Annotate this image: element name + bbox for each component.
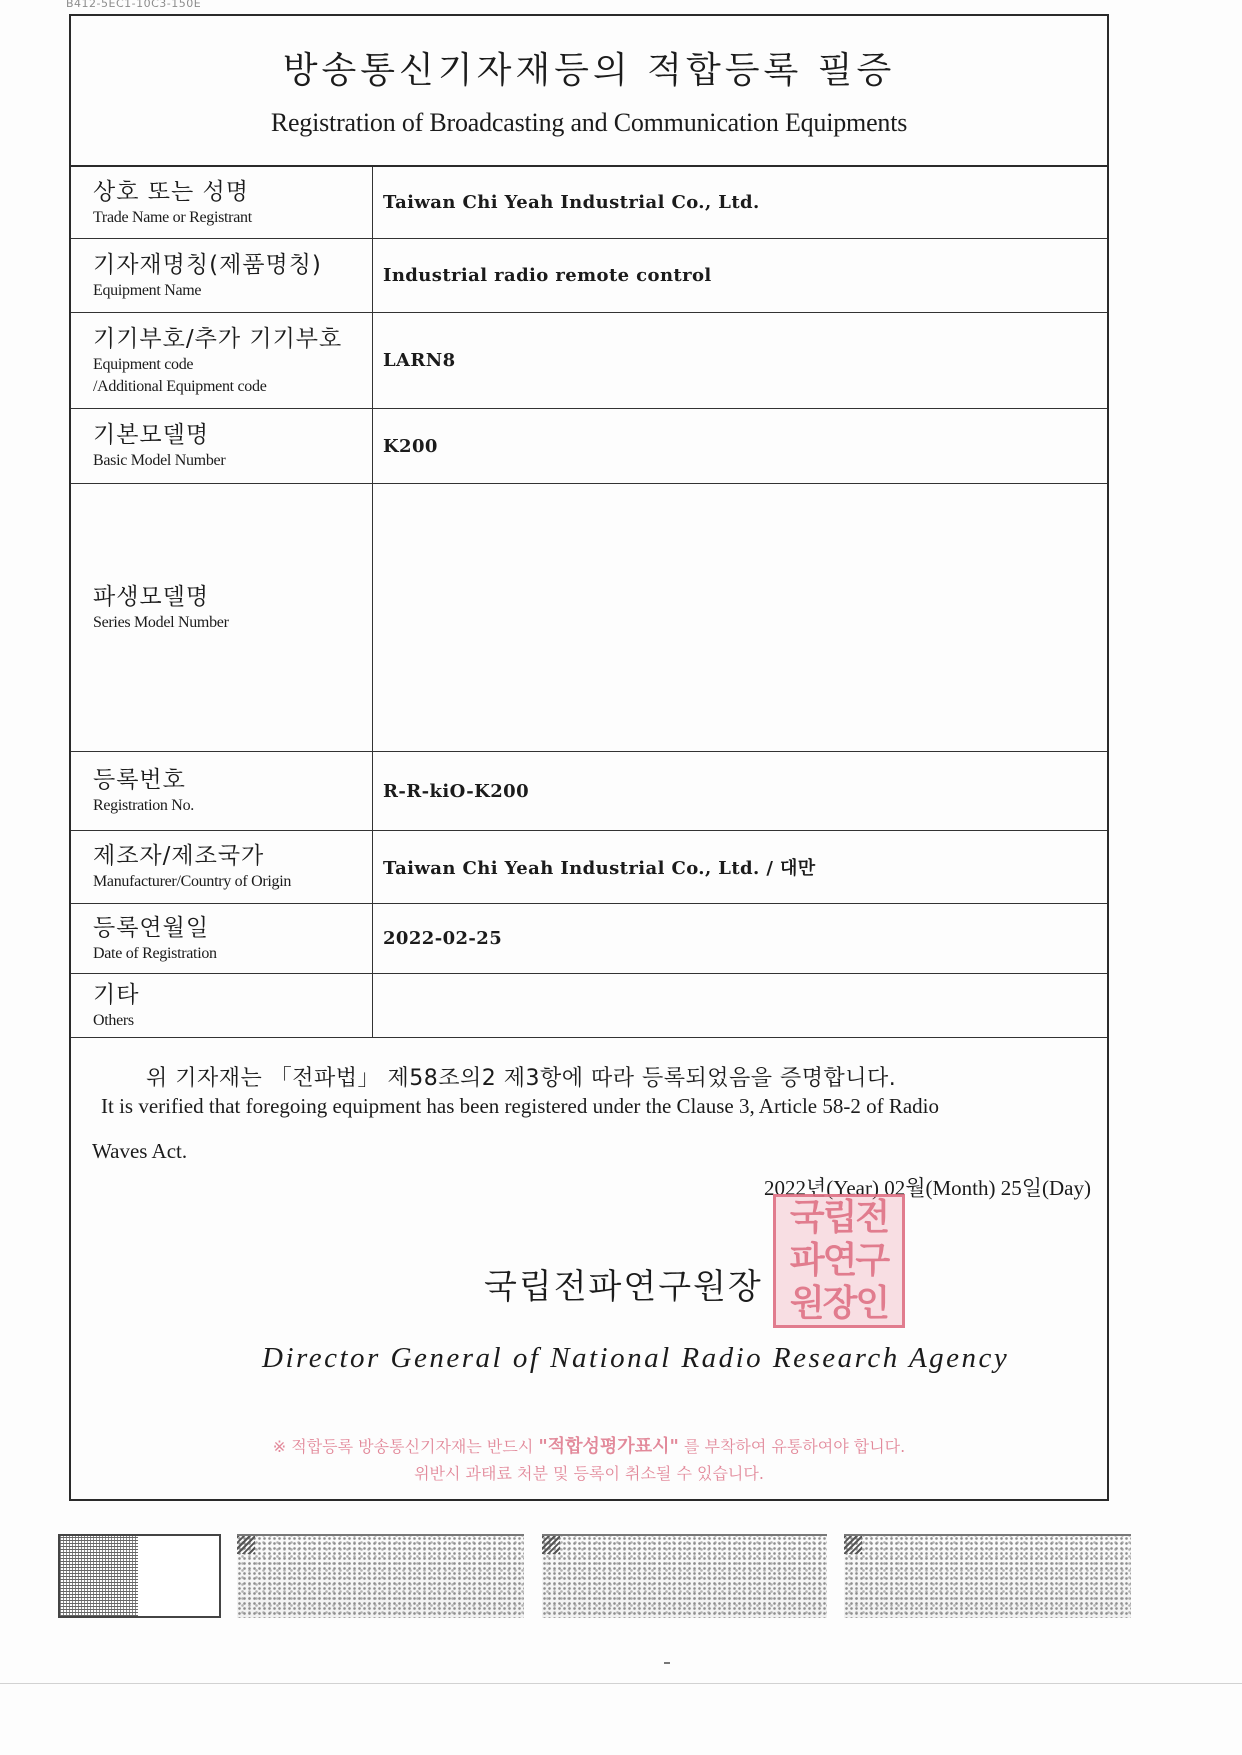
stamp-row: 국립전 <box>789 1197 889 1239</box>
statement-english-line1: It is verified that foregoing equipment has been registered under the Clause 3, Article 58-2 of Radio <box>101 1094 940 1118</box>
statement-english-line2: Waves Act. <box>92 1139 188 1163</box>
label-english-secondary: /Additional Equipment code <box>93 377 267 395</box>
table-row-registration-date <box>71 904 1107 974</box>
label-english: Registration No. <box>93 797 194 814</box>
table-row-manufacturer <box>71 831 1107 904</box>
label-korean: 기본모델명 <box>93 422 210 448</box>
label-cell <box>71 752 373 830</box>
scan-noise-block <box>542 1534 827 1618</box>
hatch-mark <box>844 1536 862 1554</box>
certificate-frame <box>69 14 1109 1501</box>
table-row-others <box>71 974 1107 1038</box>
certificate-header <box>71 16 1107 167</box>
table-row-registration-no <box>71 752 1107 831</box>
scan-speck <box>664 1662 670 1664</box>
signatory-english: Director General of National Radio Research Agency <box>262 1342 1010 1374</box>
label-korean: 기기부호/추가 기기부호 <box>93 325 343 352</box>
table-row-equipment-code <box>71 313 1107 409</box>
label-cell <box>71 239 373 312</box>
document-code: B412-5EC1-10C3-150E <box>66 0 202 10</box>
value-basic-model: K200 <box>383 435 438 457</box>
table-row-equipment-name <box>71 239 1107 313</box>
label-english: Equipment Name <box>93 281 202 299</box>
signatory-korean: 국립전파연구원장 <box>484 1267 763 1307</box>
label-korean: 기자재명칭(제품명칭) <box>93 251 322 278</box>
label-english: Trade Name or Registrant <box>93 208 252 226</box>
label-korean: 상호 또는 성명 <box>93 178 249 205</box>
label-korean: 등록연월일 <box>93 914 210 941</box>
notice-prefix: ※ 적합등록 방송통신기자재는 반드시 <box>272 1437 539 1456</box>
stamp-row: 원장인 <box>789 1282 889 1324</box>
stamp-row: 파연구 <box>789 1239 889 1281</box>
value-series-model <box>373 484 1107 751</box>
scan-noise-block <box>844 1534 1131 1618</box>
scan-dot-pattern <box>60 1536 138 1616</box>
label-korean: 등록번호 <box>93 767 186 793</box>
label-cell <box>71 831 373 903</box>
page-edge-line <box>0 1683 1242 1684</box>
label-cell <box>71 974 373 1037</box>
notice-suffix: 를 부착하여 유통하여야 합니다. <box>678 1437 906 1456</box>
table-row-basic-model <box>71 409 1107 484</box>
label-cell <box>71 167 373 238</box>
label-cell <box>71 484 373 751</box>
value-equipment-name: Industrial radio remote control <box>383 265 712 286</box>
issue-date: 2022년(Year) 02월(Month) 25일(Day) <box>763 1176 1091 1200</box>
label-korean: 파생모델명 <box>93 583 210 610</box>
hatch-mark <box>237 1536 255 1554</box>
label-cell <box>71 409 373 483</box>
label-english: Basic Model Number <box>93 452 226 469</box>
label-korean: 제조자/제조국가 <box>93 843 265 869</box>
scan-noise-block <box>237 1534 524 1618</box>
official-seal-stamp <box>773 1194 905 1328</box>
scan-noise-block <box>58 1534 221 1618</box>
label-cell <box>71 313 373 408</box>
statement-korean: 위 기자재는 「전파법」 제58조의2 제3항에 따라 등록되었음을 증명합니다. <box>146 1066 897 1091</box>
label-english: Equipment code <box>93 355 194 373</box>
value-equipment-code: LARN8 <box>383 350 456 371</box>
label-cell <box>71 904 373 973</box>
label-english: Manufacturer/Country of Origin <box>93 873 292 890</box>
table-row-trade-name <box>71 167 1107 239</box>
value-trade-name: Taiwan Chi Yeah Industrial Co., Ltd. <box>383 192 760 213</box>
label-english: Others <box>93 1011 134 1029</box>
value-registration-date: 2022-02-25 <box>383 928 503 949</box>
label-english: Series Model Number <box>93 613 229 631</box>
value-manufacturer: Taiwan Chi Yeah Industrial Co., Ltd. / 대만 <box>383 858 816 879</box>
notice-line1 <box>71 1432 1107 1458</box>
hatch-mark <box>542 1536 560 1554</box>
title-korean: 방송통신기자재등의 적합등록 필증 <box>282 50 896 91</box>
value-others <box>373 974 1107 1037</box>
registration-table <box>71 167 1107 1038</box>
table-row-series-model <box>71 484 1107 752</box>
title-english: Registration of Broadcasting and Communication Equipments <box>270 108 908 137</box>
notice-line2: 위반시 과태료 처분 및 등록이 취소될 수 있습니다. <box>414 1464 764 1483</box>
value-registration-no: R-R-kiO-K200 <box>383 780 529 802</box>
label-english: Date of Registration <box>93 944 217 962</box>
label-korean: 기타 <box>93 981 140 1008</box>
notice-emphasis: "적합성평가표시" <box>538 1436 679 1457</box>
